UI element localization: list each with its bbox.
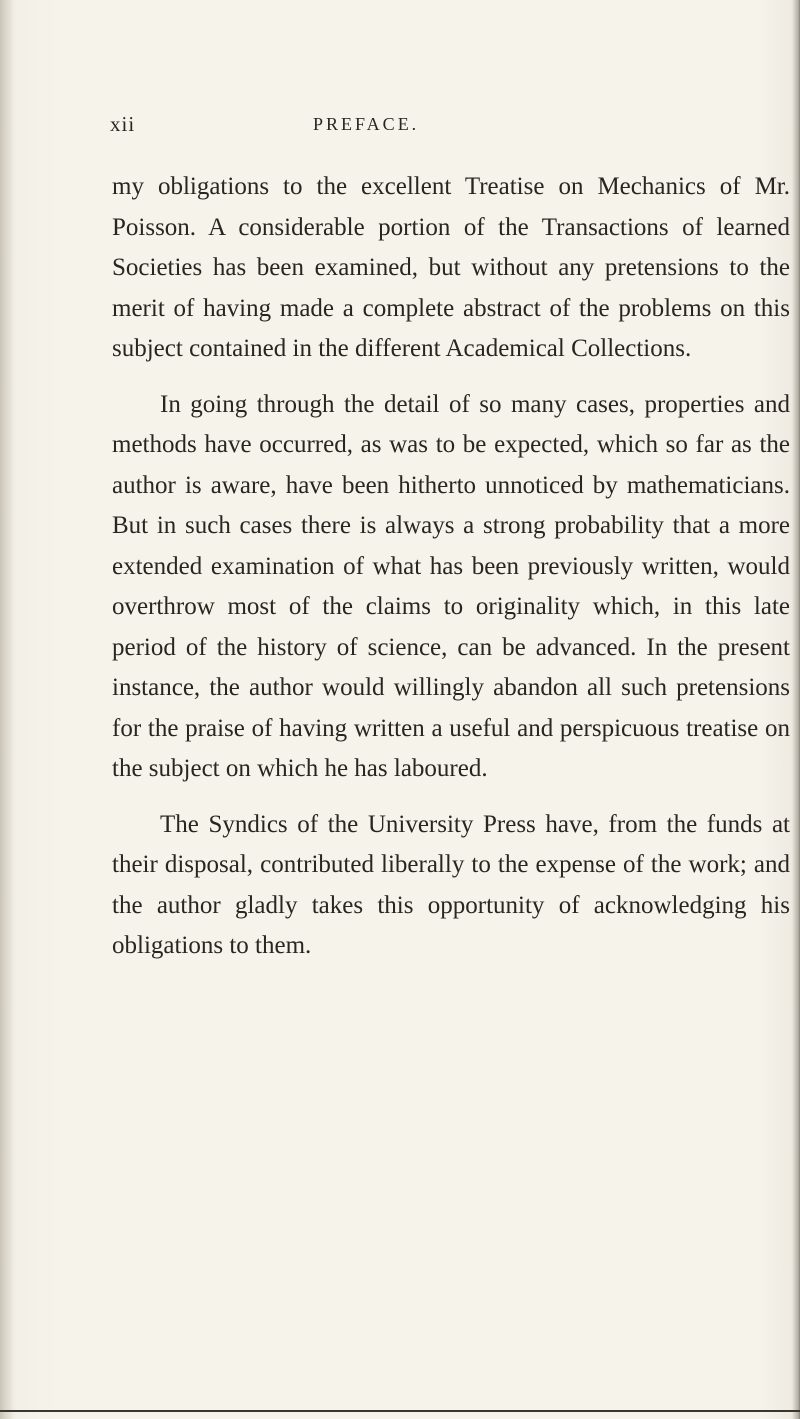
paragraph-originality: In going through the detail of so many cases, properties and methods have occurred, as was to be expected, which so far as the author is aware, have been hitherto unnoticed by mathematicians. But in such cases there is always a strong probability that a more extended examination of what has been previously written, would overthrow most of the claims to originality which, in this late period of the history of science, can be advanced. In the present instance, the author would willingly abandon all such pretensions for the praise of having written a useful and perspicuous treatise on the subject on which he has laboured. [112,390,790,782]
body-text [112,167,790,967]
paragraph-continuation: my obligations to the excellent Treatise on Mechanics of Mr. Poisson. A considerable portion of the Transactions of learned Societies has been examined, but without any pretensions to the merit of having made a complete abstract of the problems on this subject contained in the different Academical Collections. [112,173,790,362]
page-right-edge [792,0,800,1419]
page-bottom-edge [0,1410,800,1412]
page-binding-edge [0,0,14,1419]
paragraph-syndics: The Syndics of the University Press have, from the funds at their disposal, contributed liberally to the expense of the work; and the author gladly takes this opportunity of acknowledging his obligations to them. [112,810,790,959]
page-number: xii [110,112,136,136]
running-head: PREFACE. [313,114,420,134]
page-header [110,112,790,142]
